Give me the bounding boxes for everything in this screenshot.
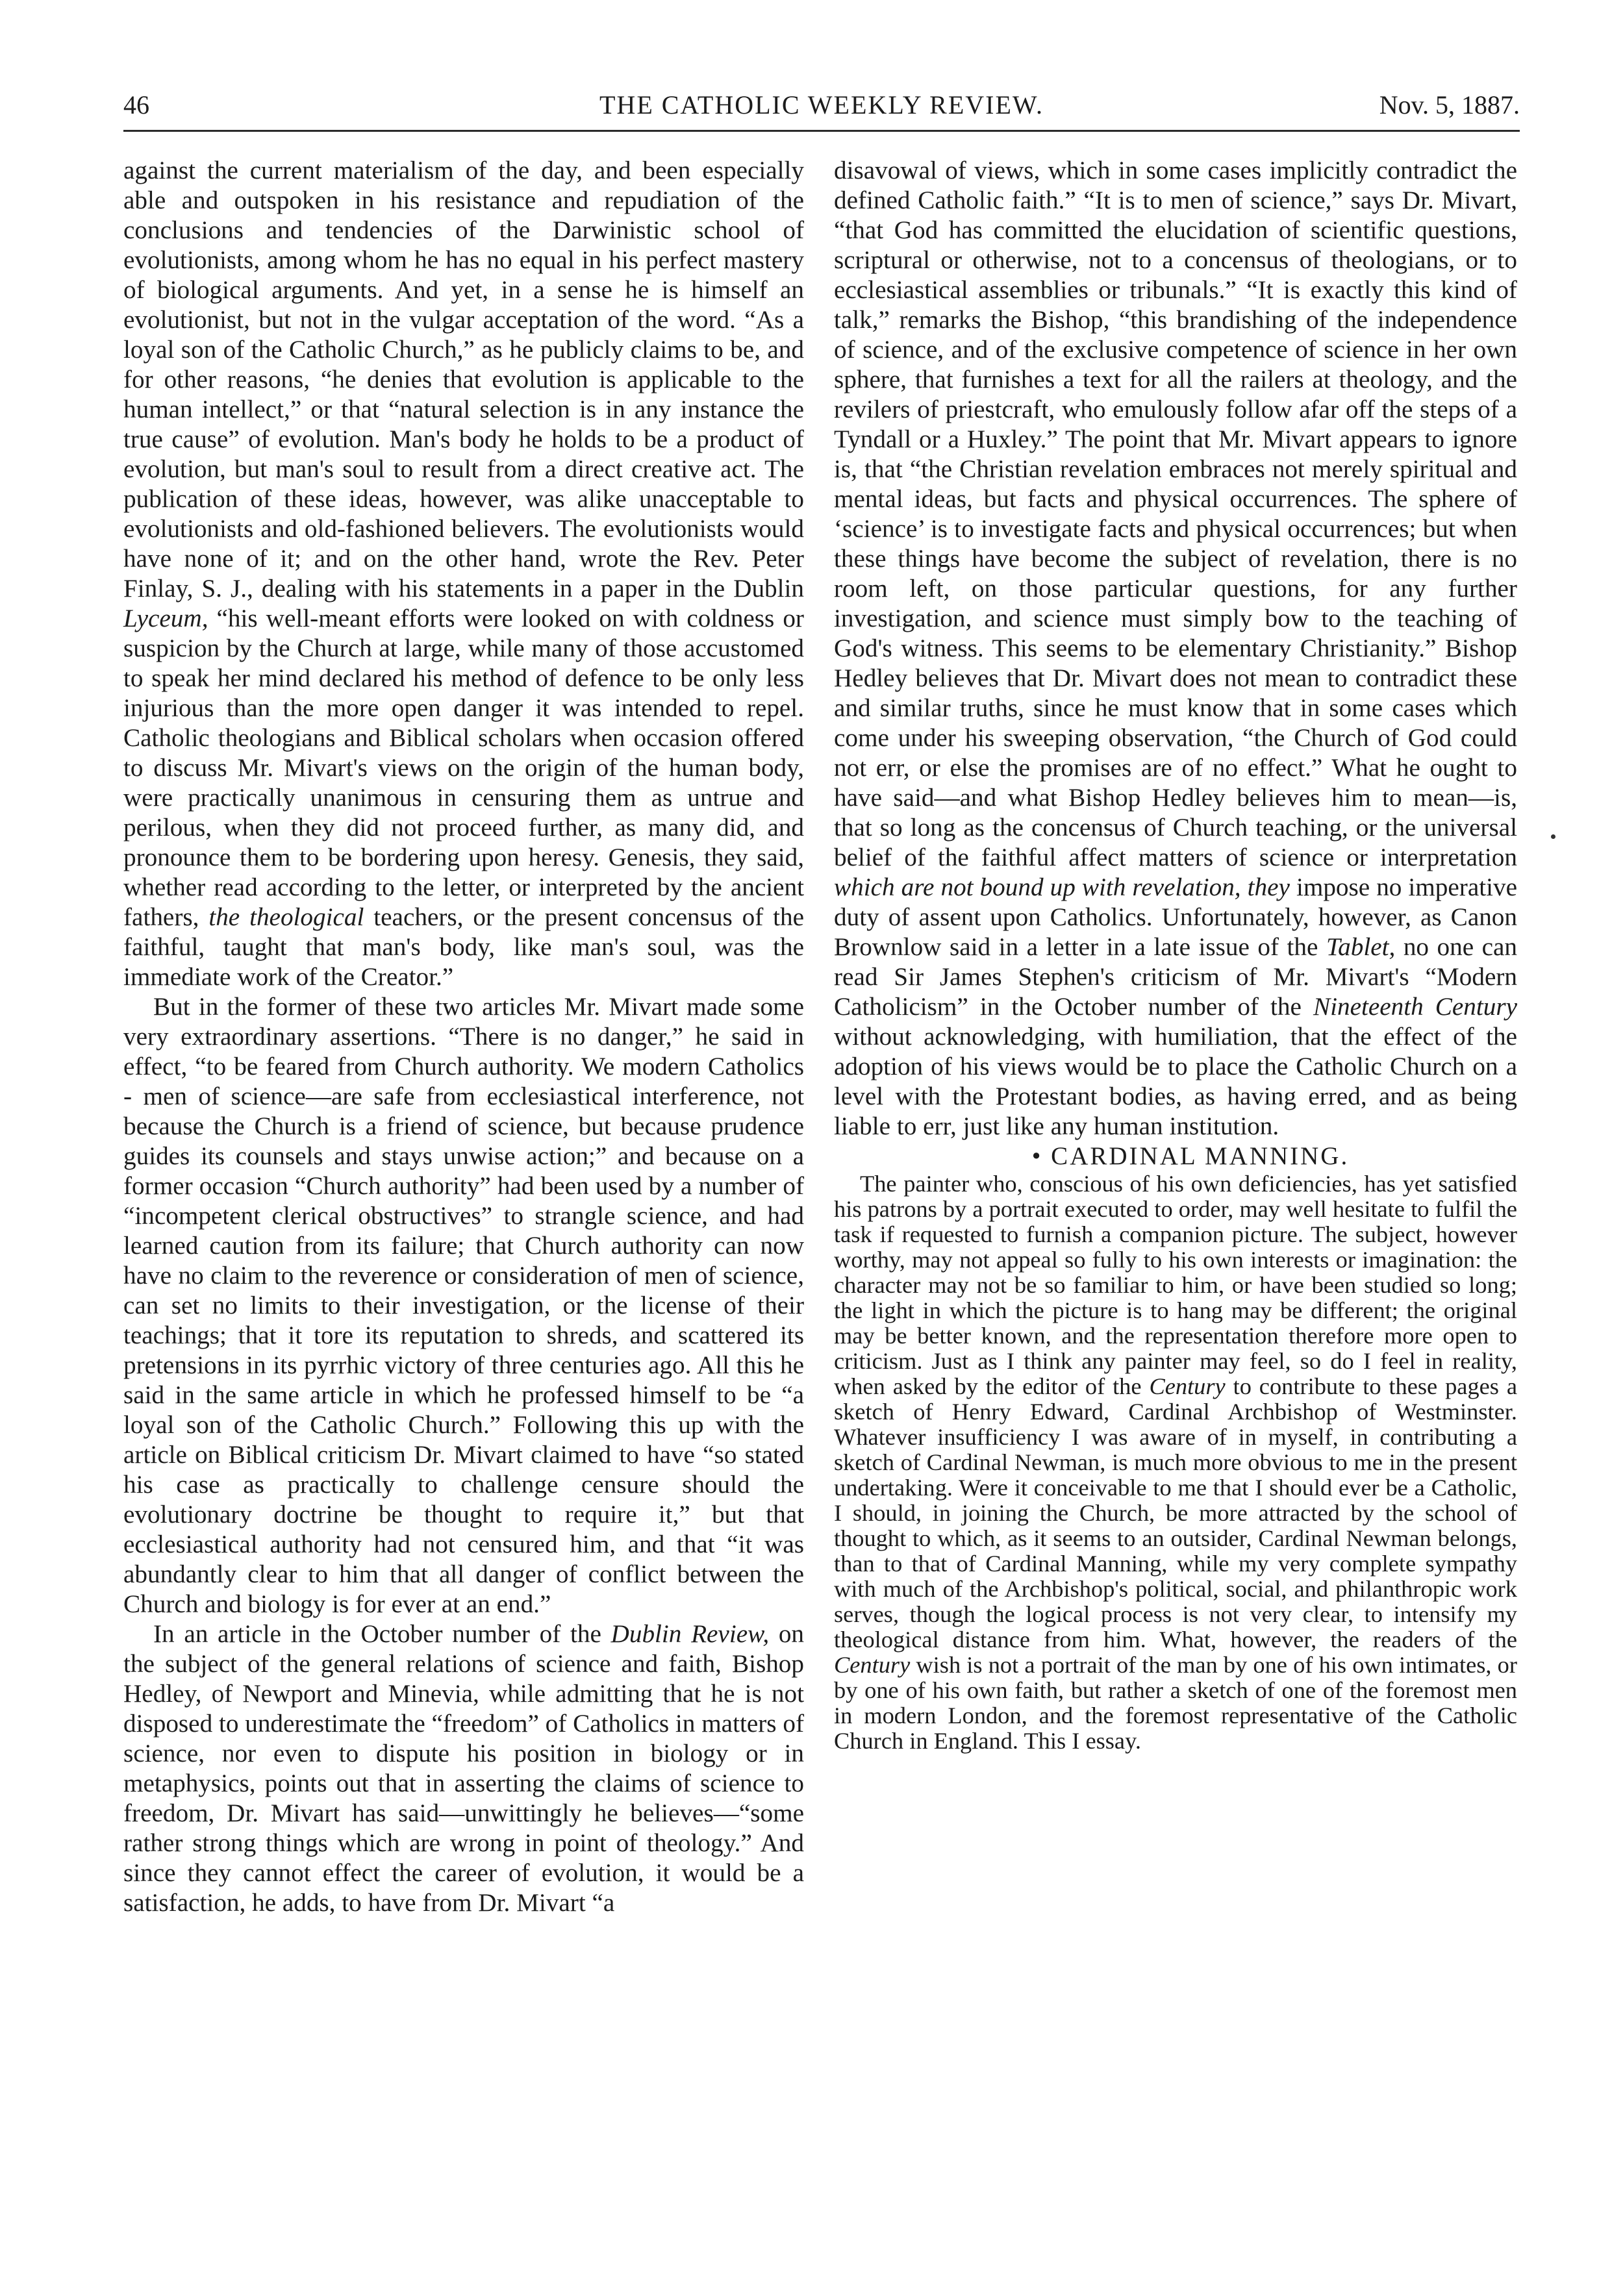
text-run: teachers, or the present concensus of the faithful, taught that man's body, like man's soul, was the immediate work of the Creator.” [123,903,805,991]
issue-date: Nov. 5, 1887. [1379,90,1520,119]
text-run: against the current materialism of the day, and been especially able and outspoken in his resistance and repudiation of the conclusions and tendencies of the Darwinistic school of evolutionists, among whom he has no equal in his perfect mastery of biological arguments. And yet, in a sense he is himself an evolutionist, but not in the vulgar acceptation of the word. “As a loyal son of the Catholic Church,” as he publicly claims to be, and for other reasons, “he denies that evolution is applicable to the human intellect,” or that “natural selection is in any instance the true cause” of evolution. Man's body he holds to be a product of evolution, but man's soul to result from a direct creative act. The publication of these ideas, however, was alike unacceptable to evolutionists and old-fashioned believers. The evolutionists would have none of it; and on the other hand, wrote the Rev. Peter Finlay, S. J., dealing with his statements in a paper in the Dublin [123,156,804,603]
left-paragraph-3 [123,1619,804,1918]
text-run: In an article in the October number of the [153,1620,601,1648]
text-run: without acknowledging, with humiliation, that the effect of the adoption of his views would be to place the Catholic Church on a level with the Protestant bodies, as having erred, and as being liable to err, just like any human institution. [834,1023,1517,1140]
text-run: disavowal of views, which in some cases implicitly contradict the defined Catholic faith.” “It is to men of science,” says Dr. Mivart, “that God has committed the elucidation of scientific questions, scriptural or otherwise, not to a concensus of theologians, or to ecclesiastical assemblies or tribunals.” “It is exactly this kind of talk,” remarks the Bishop, “this brandishing of the independence of science, and of the exclusive competence of science in her own sphere, that furnishes a text for all the railers at theology, and the revilers of priestcraft, who emulously follow afar off the steps of a Tyndall or a Huxley.” The point that Mr. Mivart appears to ignore is, that “the Christian revelation embraces not merely spiritual and mental ideas, but facts and physical occurrences. The sphere of ‘science’ is to investigate facts and physical occurrences; but when these things have become the subject of revelation, there is no room left, on those particular questions, for any further investigation, and science must simply bow to the teaching of God's witness. This seems to be elementary Christianity.” Bishop Hedley believes that Dr. Mivart does not mean to contradict these and similar truths, since he must know that in some cases which come under his sweeping observation, “the Church of God could not err, or else the promises are of no effect.” What he ought to have said—and what Bishop Hedley believes him to mean—is, that so long as the concensus of Church teaching, or the universal belief of the faithful affect matters of science or interpretation [834,156,1517,871]
italic-run: Century [1149,1373,1226,1399]
italic-run: Lyceum, [123,605,208,632]
text-run: no one can read Sir James Stephen's criticism of Mr. Mivart's “Modern Catholicism” in the October number of the [834,933,1517,1021]
text-run: to contribute to these pages a sketch of Henry Edward, Cardinal Archbishop of Westminster. Whatever insufficiency I was aware of in myself, in contributing a sketch of Cardinal Newman, is much more obvious to me in the present undertaking. Were it conceivable to me that I should ever be a Catholic, I should, in joining the Church, be more attracted by the school of thought to which, as it seems to an outsider, Cardinal Newman belongs, than to that of Cardinal Manning, while my very complete sympathy with much of the Archbishop's political, social, and philanthropic work serves, though the logical process is not very clear, to intensify my theological distance from him. What, however, the readers of the [834,1373,1517,1653]
italic-run: Dublin Review, [611,1620,770,1648]
left-paragraph-2: But in the former of these two articles Mr. Mivart made some very extraordinary assertions. “There is no danger,” he said in effect, “to be feared from Church authority. We modern Catholics - men of science—are safe from ecclesiastical interference, not because the Church is a friend of science, but because prudence guides its counsels and stays unwise action;” and because on a former occasion “Church authority” had been used by a number of “incompetent clerical obstructives” to strangle science, and had learned caution from its failure; that Church authority can now have no claim to the reverence or consideration of men of science, can set no limits to their investigation, or the license of their teachings; that it tore its reputation to shreds, and scattered its pretensions in its pyrrhic victory of three centuries ago. All this he said in the same article in which he professed himself to be “a loyal son of the Catholic Church.” Following this up with the article on Biblical criticism Dr. Mivart claimed to have “so stated his case as practically to challenge censure should the evolutionary doctrine be thought to require it,” but that ecclesiastical authority had not censured him, and that “it was abundantly clear to him that all danger of conflict between the Church and biology is for ever at an end.” [123,993,804,1618]
text-run: on the subject of the general relations of science and faith, Bishop Hedley, of Newport and Minevia, while admitting that he is not disposed to underestimate the “freedom” of Catholics in matters of science, nor even to dispute his position in biology or in metaphysics, points out that in asserting the claims of science to freedom, Dr. Mivart has said—unwittingly he believes—“some rather strong things which are wrong in point of theology.” And since they cannot effect the career of evolution, it would be a satisfaction, he adds, to have from Dr. Mivart “a [123,1620,805,1917]
italic-run: Tablet, [1326,933,1396,961]
text-run: wish is not a portrait of the man by one of his own intimates, or by one of his own faith, but rather a sketch of one of the foremost men in modern London, and the foremost representative of the Catholic Church in England. This I essay. [834,1652,1517,1754]
journal-title: THE CATHOLIC WEEKLY REVIEW. [599,90,1044,119]
text-run: “his well-meant efforts were looked on with coldness or suspicion by the Church at large, while many of those accustomed to speak her mind declared his method of defence to be only less injurious than the more open danger it was intended to repel. Catholic theologians and Biblical scholars when occasion offered to discuss Mr. Mivart's views on the origin of the human body, were practically unanimous in censuring them as untrue and perilous, when they did not proceed further, as many did, and pronounce them to be bordering upon heresy. Genesis, they said, whether read according to the letter, or interpreted by the ancient fathers, [123,605,804,931]
left-column [123,156,804,1918]
italic-run: Century [834,1652,911,1678]
text-run: The painter who, conscious of his own deficiencies, has yet satisfied his patrons by a portrait executed to order, may well hesitate to fulfil the task if requested to furnish a companion picture. The subject, however worthy, may not appeal so fully to his own interests or imagination: the character may not be so familiar to him, or have been studied so long; the light in which the picture is to hang may be different; the original may be better known, and the representation therefore more open to criticism. Just as I think any painter may feel, so do I feel in reality, when asked by the editor of the [834,1171,1517,1399]
italic-run: Nineteenth Century [1313,993,1518,1021]
section-heading: • CARDINAL MANNING. [1031,1142,1350,1170]
text-run: impose no imperative duty of assent upon Catholics. Unfortunately, however, as Canon Brownlow said in a letter in a late issue of the [834,873,1517,961]
article-body [834,1171,1517,1754]
page-header [123,90,1520,129]
left-paragraph-1 [123,156,804,992]
page-number: 46 [123,90,149,119]
right-column [834,156,1517,1754]
italic-run: which are not bound up with revelation, they [834,873,1290,901]
header-rule [123,130,1520,132]
print-speck [1551,834,1555,839]
italic-run: the theological [208,903,364,931]
right-paragraph-1 [834,156,1517,1142]
